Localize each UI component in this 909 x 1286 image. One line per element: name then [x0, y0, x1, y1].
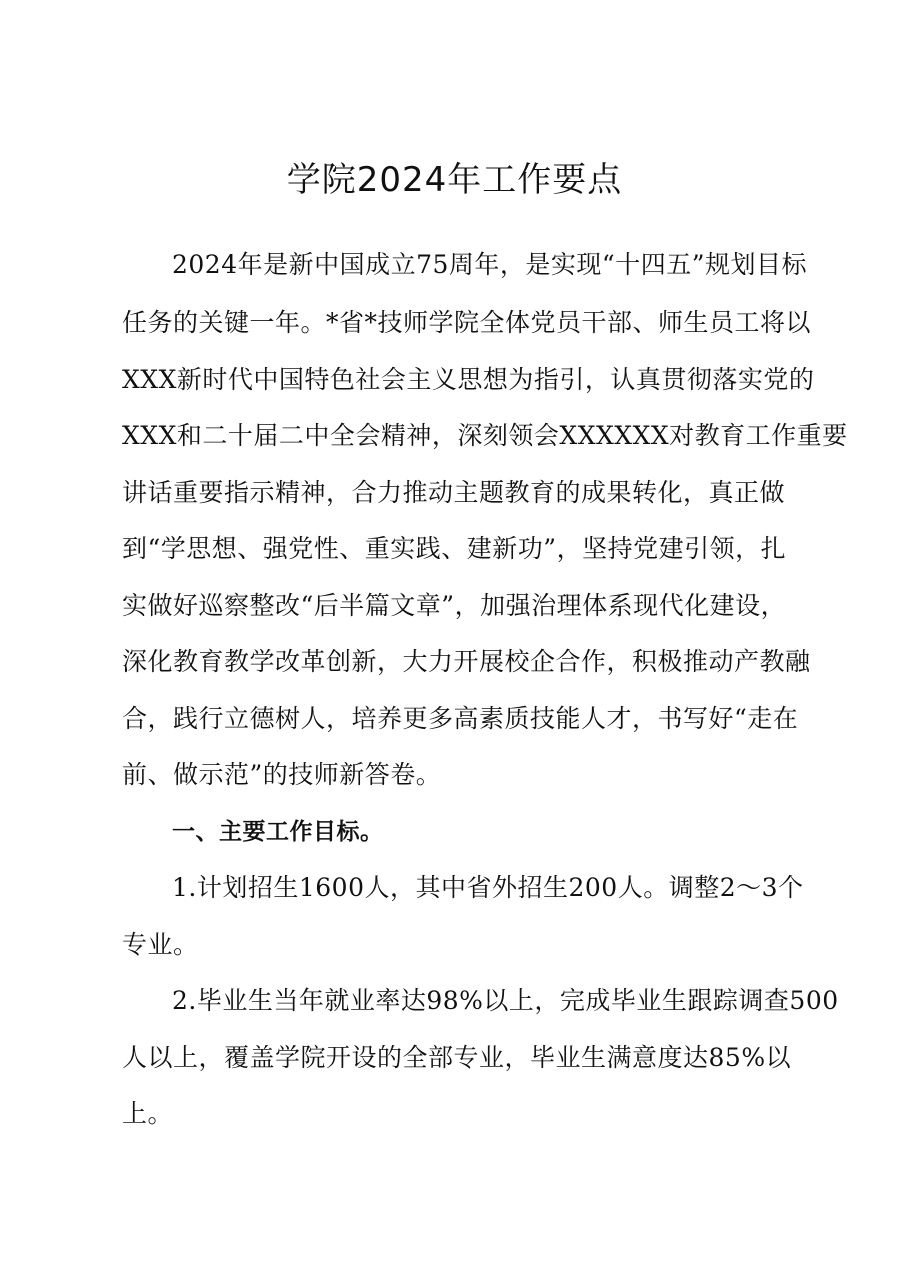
- item-1-line-2: 专业。: [122, 930, 199, 959]
- intro-line-9: 合，践行立德树人，培养更多高素质技能人才，书写好“走在: [122, 704, 799, 733]
- intro-line-7: 实做好巡察整改“后半篇文章”，加强治理体系现代化建设，: [122, 591, 787, 620]
- intro-line-5: 讲话重要指示精神，合力推动主题教育的成果转化，真正做: [122, 478, 786, 507]
- intro-line-1: 2024年是新中国成立75周年，是实现“十四五”规划目标: [172, 250, 807, 279]
- intro-line-6: 到“学思想、强党性、重实践、建新功”，坚持党建引领，扎: [122, 534, 787, 563]
- item-2-line-2: 人以上，覆盖学院开设的全部专业，毕业生满意度达85%以: [122, 1043, 792, 1072]
- intro-line-3: XXX新时代中国特色社会主义思想为指引，认真贯彻落实党的: [122, 365, 815, 394]
- intro-line-8: 深化教育教学改革创新，大力开展校企合作，积极推动产教融: [122, 647, 811, 676]
- item-1-line-1: 1.计划招生1600人，其中省外招生200人。调整2～3个: [172, 873, 804, 902]
- intro-line-2: 任务的关键一年。*省*技师学院全体党员干部、师生员工将以: [122, 308, 812, 337]
- intro-line-4: XXX和二十届二中全会精神，深刻领会XXXXXX对教育工作重要: [122, 421, 848, 450]
- document-title: 学院2024年工作要点: [286, 160, 623, 200]
- intro-line-10: 前、做示范”的技师新答卷。: [122, 760, 442, 789]
- item-2-line-3: 上。: [122, 1099, 174, 1128]
- section-heading: 一、主要工作目标。: [172, 819, 384, 845]
- item-2-line-1: 2.毕业生当年就业率达98%以上，完成毕业生跟踪调查500: [172, 986, 839, 1015]
